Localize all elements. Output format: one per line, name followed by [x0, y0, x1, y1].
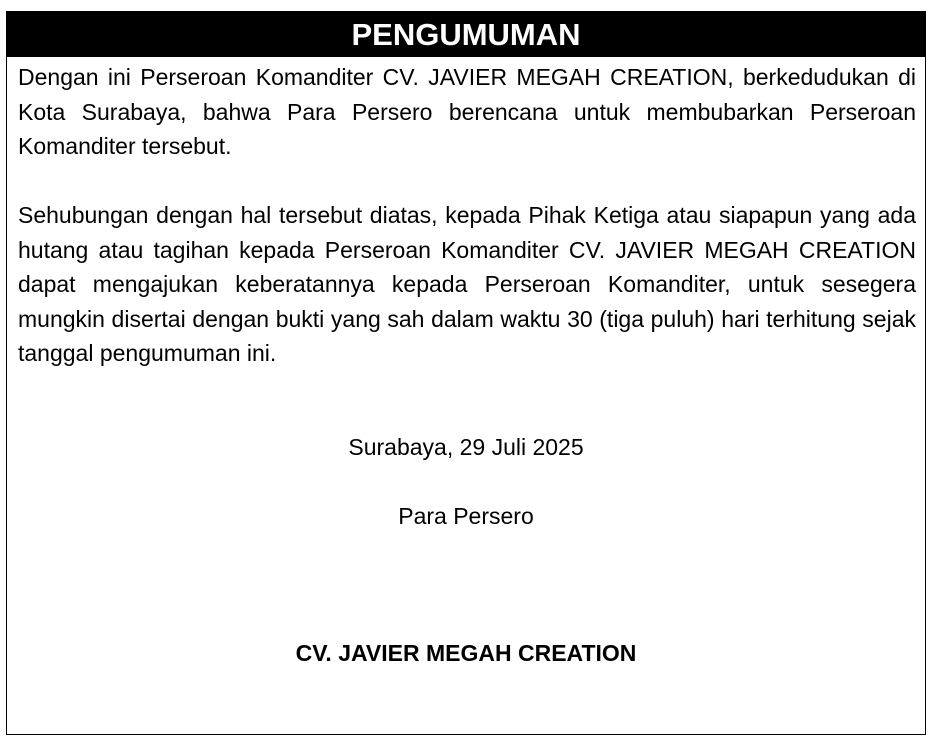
place-date: Surabaya, 29 Juli 2025 [348, 434, 584, 460]
notice-frame [6, 11, 926, 735]
company-name: CV. JAVIER MEGAH CREATION [295, 640, 637, 666]
paragraph-2: Sehubungan dengan hal tersebut diatas, kepada Pihak Ketiga atau siapapun yang ada hutang atau tagihan kepada Perseroan Komanditer CV. JAVIER MEGAH CREATION dapat mengajukan keberatannya kepada Perseroan Komanditer, untuk sesegera mungkin disertai dengan bukti yang sah dalam waktu 30 (tiga puluh) hari terhitung sejak tanggal pengumuman ini. [18, 202, 916, 366]
signer: Para Persero [398, 503, 534, 529]
paragraph-1: Dengan ini Perseroan Komanditer CV. JAVIER MEGAH CREATION, berkedudukan di Kota Surabaya, bahwa Para Persero berencana untuk membubarkan Perseroan Komanditer tersebut. [18, 64, 916, 159]
notice-title: PENGUMUMAN [7, 12, 925, 57]
notice-body [18, 60, 916, 371]
